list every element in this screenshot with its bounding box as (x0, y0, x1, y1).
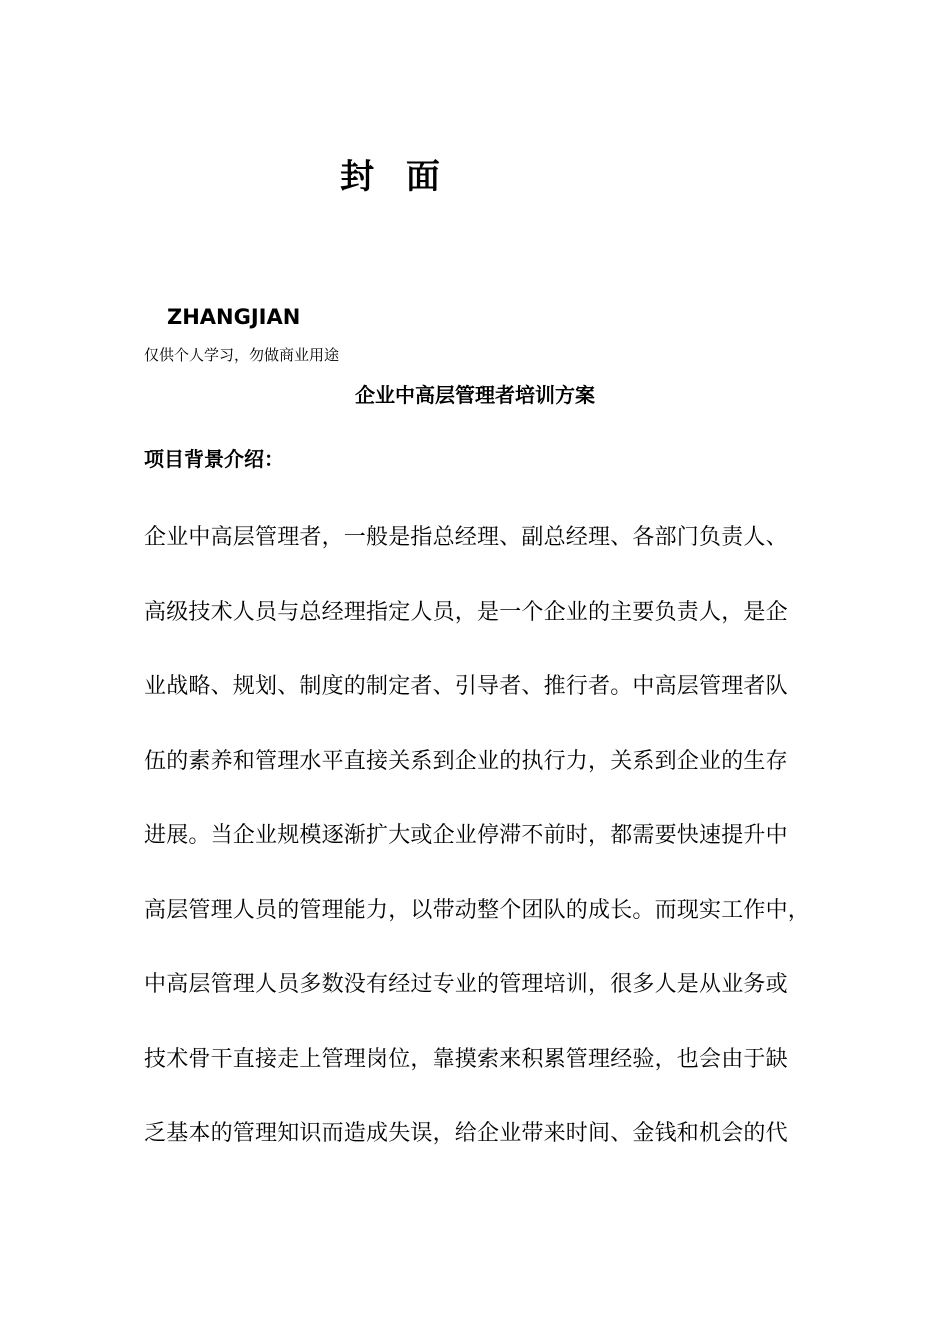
paragraph-line: 伍的素养和管理水平直接关系到企业的执行力，关系到企业的生存 (144, 748, 788, 774)
paragraph-line: 高层管理人员的管理能力，以带动整个团队的成长。而现实工作中， (144, 897, 811, 923)
document-title: 企业中高层管理者培训方案 (355, 383, 595, 407)
paragraph-line: 乏基本的管理知识而造成失误，给企业带来时间、金钱和机会的代 (144, 1121, 788, 1146)
paragraph-line: 业战略、规划、制度的制定者、引导者、推行者。中高层管理者队 (144, 674, 788, 699)
paragraph-line: 企业中高层管理者，一般是指总经理、副总经理、各部门负责人、 (144, 525, 788, 550)
body-paragraph (144, 521, 824, 1192)
paragraph-line: 中高层管理人员多数没有经过专业的管理培训，很多人是从业务或 (144, 972, 788, 997)
paragraph-line: 技术骨干直接走上管理岗位，靠摸索来积累管理经验，也会由于缺 (144, 1046, 788, 1072)
paragraph-line: 高级技术人员与总经理指定人员，是一个企业的主要负责人，是企 (144, 599, 788, 625)
cover-title: 封 面 (340, 157, 450, 197)
section-heading: 项目背景介绍： (144, 447, 284, 471)
paragraph-line: 进展。当企业规模逐渐扩大或企业停滞不前时，都需要快速提升中 (144, 823, 788, 848)
author-name: ZHANGJIAN (167, 305, 301, 329)
usage-disclaimer: 仅供个人学习，勿做商业用途 (144, 346, 340, 364)
